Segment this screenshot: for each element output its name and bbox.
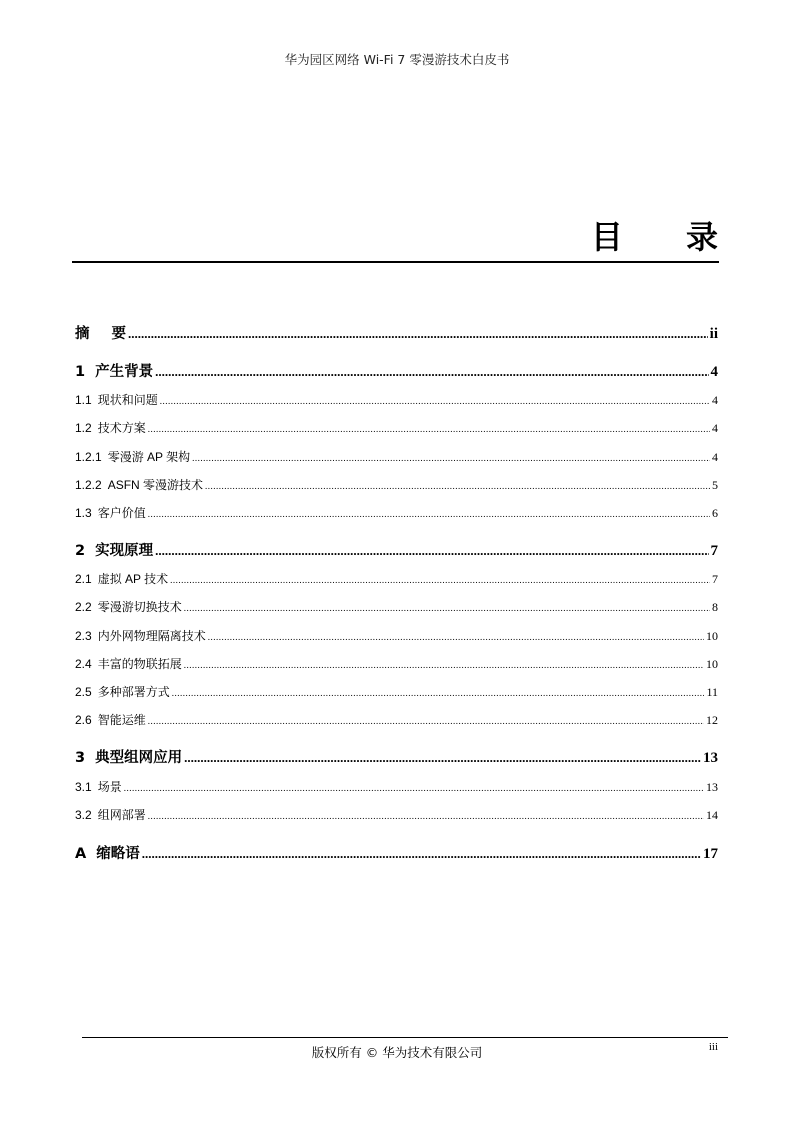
toc-leader-dots	[170, 575, 710, 585]
toc-entry-page: 4	[712, 393, 718, 407]
toc-entry-number: A	[75, 846, 87, 862]
toc-entry-page: 10	[706, 657, 718, 671]
toc-entry-label: 零漫游切换技术	[97, 600, 182, 614]
toc-leader-dots	[172, 688, 705, 698]
toc-entry-label: 现状和问题	[97, 393, 158, 407]
toc-leader-dots	[148, 716, 704, 726]
toc-leader-dots	[160, 396, 710, 406]
toc-entry[interactable]	[75, 504, 718, 521]
toc-entry-number: 1.2	[75, 421, 92, 435]
toc-entry-page: 7	[710, 543, 718, 559]
toc-entry-page: 13	[703, 750, 718, 766]
toc-entry[interactable]	[75, 322, 718, 343]
toc-entry-number: 1.3	[75, 506, 92, 520]
toc-entry-page: ii	[709, 326, 718, 342]
toc-entry-page: 4	[710, 364, 718, 380]
footer-divider	[82, 1037, 728, 1038]
toc-leader-dots	[208, 632, 704, 642]
toc-entry-number: 1	[75, 364, 86, 380]
toc-leader-dots	[192, 453, 710, 463]
toc-entry[interactable]	[75, 570, 718, 587]
toc-entry-label: 多种部署方式	[97, 685, 170, 699]
toc-entry[interactable]	[75, 539, 718, 560]
toc-entry-label: 智能运维	[97, 713, 146, 727]
toc-entry-label: 典型组网应用	[95, 750, 183, 766]
toc-entry-page: 6	[712, 506, 718, 520]
toc-leader-dots	[148, 424, 710, 434]
toc-entry-number: 摘	[75, 326, 90, 342]
toc-entry-number: 2.6	[75, 713, 92, 727]
toc-entry-number: 1.2.1	[75, 450, 102, 464]
toc-leader-dots	[155, 543, 708, 559]
toc-entry[interactable]	[75, 655, 718, 672]
toc-leader-dots	[124, 783, 704, 793]
toc-leader-dots	[205, 481, 710, 491]
toc-leader-dots	[148, 509, 710, 519]
toc-entry-label: ASFN 零漫游技术	[107, 478, 204, 492]
toc-entry-label: 产生背景	[95, 364, 154, 380]
footer-copyright: 版权所有 © 华为技术有限公司	[311, 1045, 483, 1060]
toc-entry-page: 17	[703, 846, 718, 862]
toc-entry[interactable]	[75, 448, 718, 465]
toc-entry-number: 2.1	[75, 572, 92, 586]
toc-leader-dots	[148, 811, 704, 821]
toc-entry-number: 2	[75, 543, 86, 559]
toc-entry[interactable]	[75, 778, 718, 795]
toc-entry[interactable]	[75, 360, 718, 381]
toc-entry-label: 组网部署	[97, 808, 146, 822]
toc-entry-page: 4	[712, 421, 718, 435]
toc-title: 目 录	[590, 218, 744, 256]
toc-entry-page: 5	[712, 478, 718, 492]
toc-entry-number: 3.1	[75, 780, 92, 794]
toc-entry-number: 1.2.2	[75, 478, 102, 492]
toc-entry[interactable]	[75, 391, 718, 408]
toc-entry-page: 10	[706, 629, 718, 643]
toc-entry[interactable]	[75, 711, 718, 728]
toc-entry[interactable]	[75, 476, 718, 493]
toc-entry-label: 实现原理	[95, 543, 154, 559]
toc-entry-label: 场景	[97, 780, 122, 794]
toc-leader-dots	[128, 326, 708, 342]
footer-page-number: iii	[708, 1041, 718, 1053]
toc-entry-page: 11	[706, 685, 718, 699]
toc-entry-page: 8	[712, 600, 718, 614]
toc-entry-number: 2.4	[75, 657, 92, 671]
toc-leader-dots	[184, 750, 701, 766]
toc-entry-page: 12	[706, 713, 718, 727]
page-header: 华为园区网络 Wi-Fi 7 零漫游技术白皮书	[284, 52, 510, 67]
toc-entry[interactable]	[75, 746, 718, 767]
toc-entry[interactable]	[75, 806, 718, 823]
toc-entry[interactable]	[75, 683, 718, 700]
toc-entry[interactable]	[75, 419, 718, 436]
toc-entry-page: 13	[706, 780, 718, 794]
toc-entry[interactable]	[75, 627, 718, 644]
toc-entry-page: 7	[712, 572, 718, 586]
toc-entry-number: 3.2	[75, 808, 92, 822]
toc-entry-label: 技术方案	[97, 421, 146, 435]
toc-entry-label: 零漫游 AP 架构	[107, 450, 191, 464]
toc-entry-page: 4	[712, 450, 718, 464]
toc-entry-label: 丰富的物联拓展	[97, 657, 182, 671]
toc-entry[interactable]	[75, 842, 718, 863]
toc-entry-number: 2.2	[75, 600, 92, 614]
toc-entry-label: 要	[111, 326, 126, 342]
toc-entry-number: 2.5	[75, 685, 92, 699]
toc-entry-label: 缩略语	[96, 846, 140, 862]
toc-leader-dots	[155, 364, 708, 380]
toc-leader-dots	[142, 846, 701, 862]
toc-entry-number: 2.3	[75, 629, 92, 643]
toc-leader-dots	[184, 603, 710, 613]
toc-entry-number: 1.1	[75, 393, 92, 407]
toc-leader-dots	[184, 660, 704, 670]
toc-entry-label: 虚拟 AP 技术	[97, 572, 169, 586]
toc-entry-page: 14	[706, 808, 718, 822]
toc-entry-label: 客户价值	[97, 506, 146, 520]
toc-entry-number: 3	[75, 750, 86, 766]
toc-entry[interactable]	[75, 598, 718, 615]
title-divider	[72, 261, 719, 263]
toc-entry-label: 内外网物理隔离技术	[97, 629, 206, 643]
